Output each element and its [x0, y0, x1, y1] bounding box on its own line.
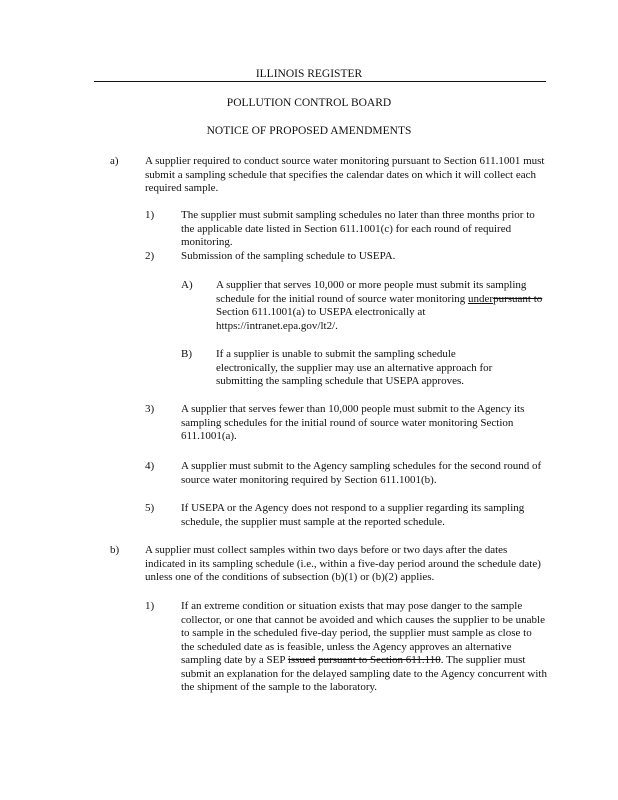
a4-label: 4): [145, 460, 155, 472]
register-title: ILLINOIS REGISTER: [255, 68, 363, 80]
subsection-a-label: a): [110, 155, 119, 167]
a2B-label: B): [181, 348, 192, 360]
a2B-text: If a supplier is unable to submit the sampling schedule electronically, the supplier may use an alternative approach for submitting the sampling schedule that USEPA approves.: [216, 348, 493, 387]
b1-text-before: If an extreme condition or situation exists that may pose danger to the sample collector, or one that cannot be avoided and which causes the supplier to be unable to sample in the scheduled five-day period, the supplier must sample as close to the scheduled date as is feasible, unless the Agency approves an alternative sampling date by a SEP: [181, 600, 545, 666]
a2A-label: A): [181, 279, 193, 291]
subsection-a-text: A supplier required to conduct source water monitoring pursuant to Section 611.1001 must submit a sampling schedule that specifies the calendar dates on which it will collect each required sample.: [145, 155, 545, 194]
a3-label: 3): [145, 403, 155, 415]
b1-struck-issued: issued: [287, 654, 316, 666]
a4-text: A supplier must submit to the Agency sampling schedules for the second round of source water monitoring required by Section 611.1001(b).: [181, 460, 542, 486]
b1-text: [181, 600, 547, 695]
subsection-b-label: b): [110, 544, 120, 556]
a2A-struck-text: pursuant to: [493, 292, 543, 305]
b1-text-after: . The supplier must submit an explanation for the delayed sampling date to the Agency concurrent with the shipment of the sample to the laboratory.: [181, 654, 547, 693]
subsection-b-text: A supplier must collect samples within two days before or two days after the dates indicated in its sampling schedule (i.e., within a five-day period around the schedule date) unless one of the conditions of subsection (b)(1) or (b)(2) applies.: [145, 544, 541, 583]
a2A-text-before: A supplier that serves 10,000 or more people must submit its sampling schedule for the initial round of source water monitoring: [216, 279, 527, 305]
a5-label: 5): [145, 502, 155, 514]
a5-text: If USEPA or the Agency does not respond to a supplier regarding its sampling schedule, the supplier must sample at the reported schedule.: [181, 502, 525, 528]
b1-label: 1): [145, 600, 155, 612]
a1-text: The supplier must submit sampling schedules no later than three months prior to the applicable date listed in Section 611.1001(c) for each round of required monitoring.: [181, 209, 535, 248]
a1-label: 1): [145, 209, 155, 221]
a3-text: A supplier that serves fewer than 10,000 people must submit to the Agency its sampling schedules for the initial round of source water monitoring Section 611.1001(a).: [181, 403, 525, 442]
b1-struck-reference: pursuant to Section 611.110: [318, 654, 441, 666]
a2A-text: [216, 279, 546, 333]
a2A-text-after: Section 611.1001(a) to USEPA electronically at https://intranet.epa.gov/lt2/.: [216, 306, 426, 332]
notice-title: NOTICE OF PROPOSED AMENDMENTS: [206, 125, 412, 137]
a2A-inserted-text: under: [468, 292, 494, 305]
a2-text: Submission of the sampling schedule to USEPA.: [181, 250, 396, 262]
a2-label: 2): [145, 250, 155, 262]
board-title: POLLUTION CONTROL BOARD: [226, 97, 392, 109]
header-rule: [94, 81, 546, 82]
